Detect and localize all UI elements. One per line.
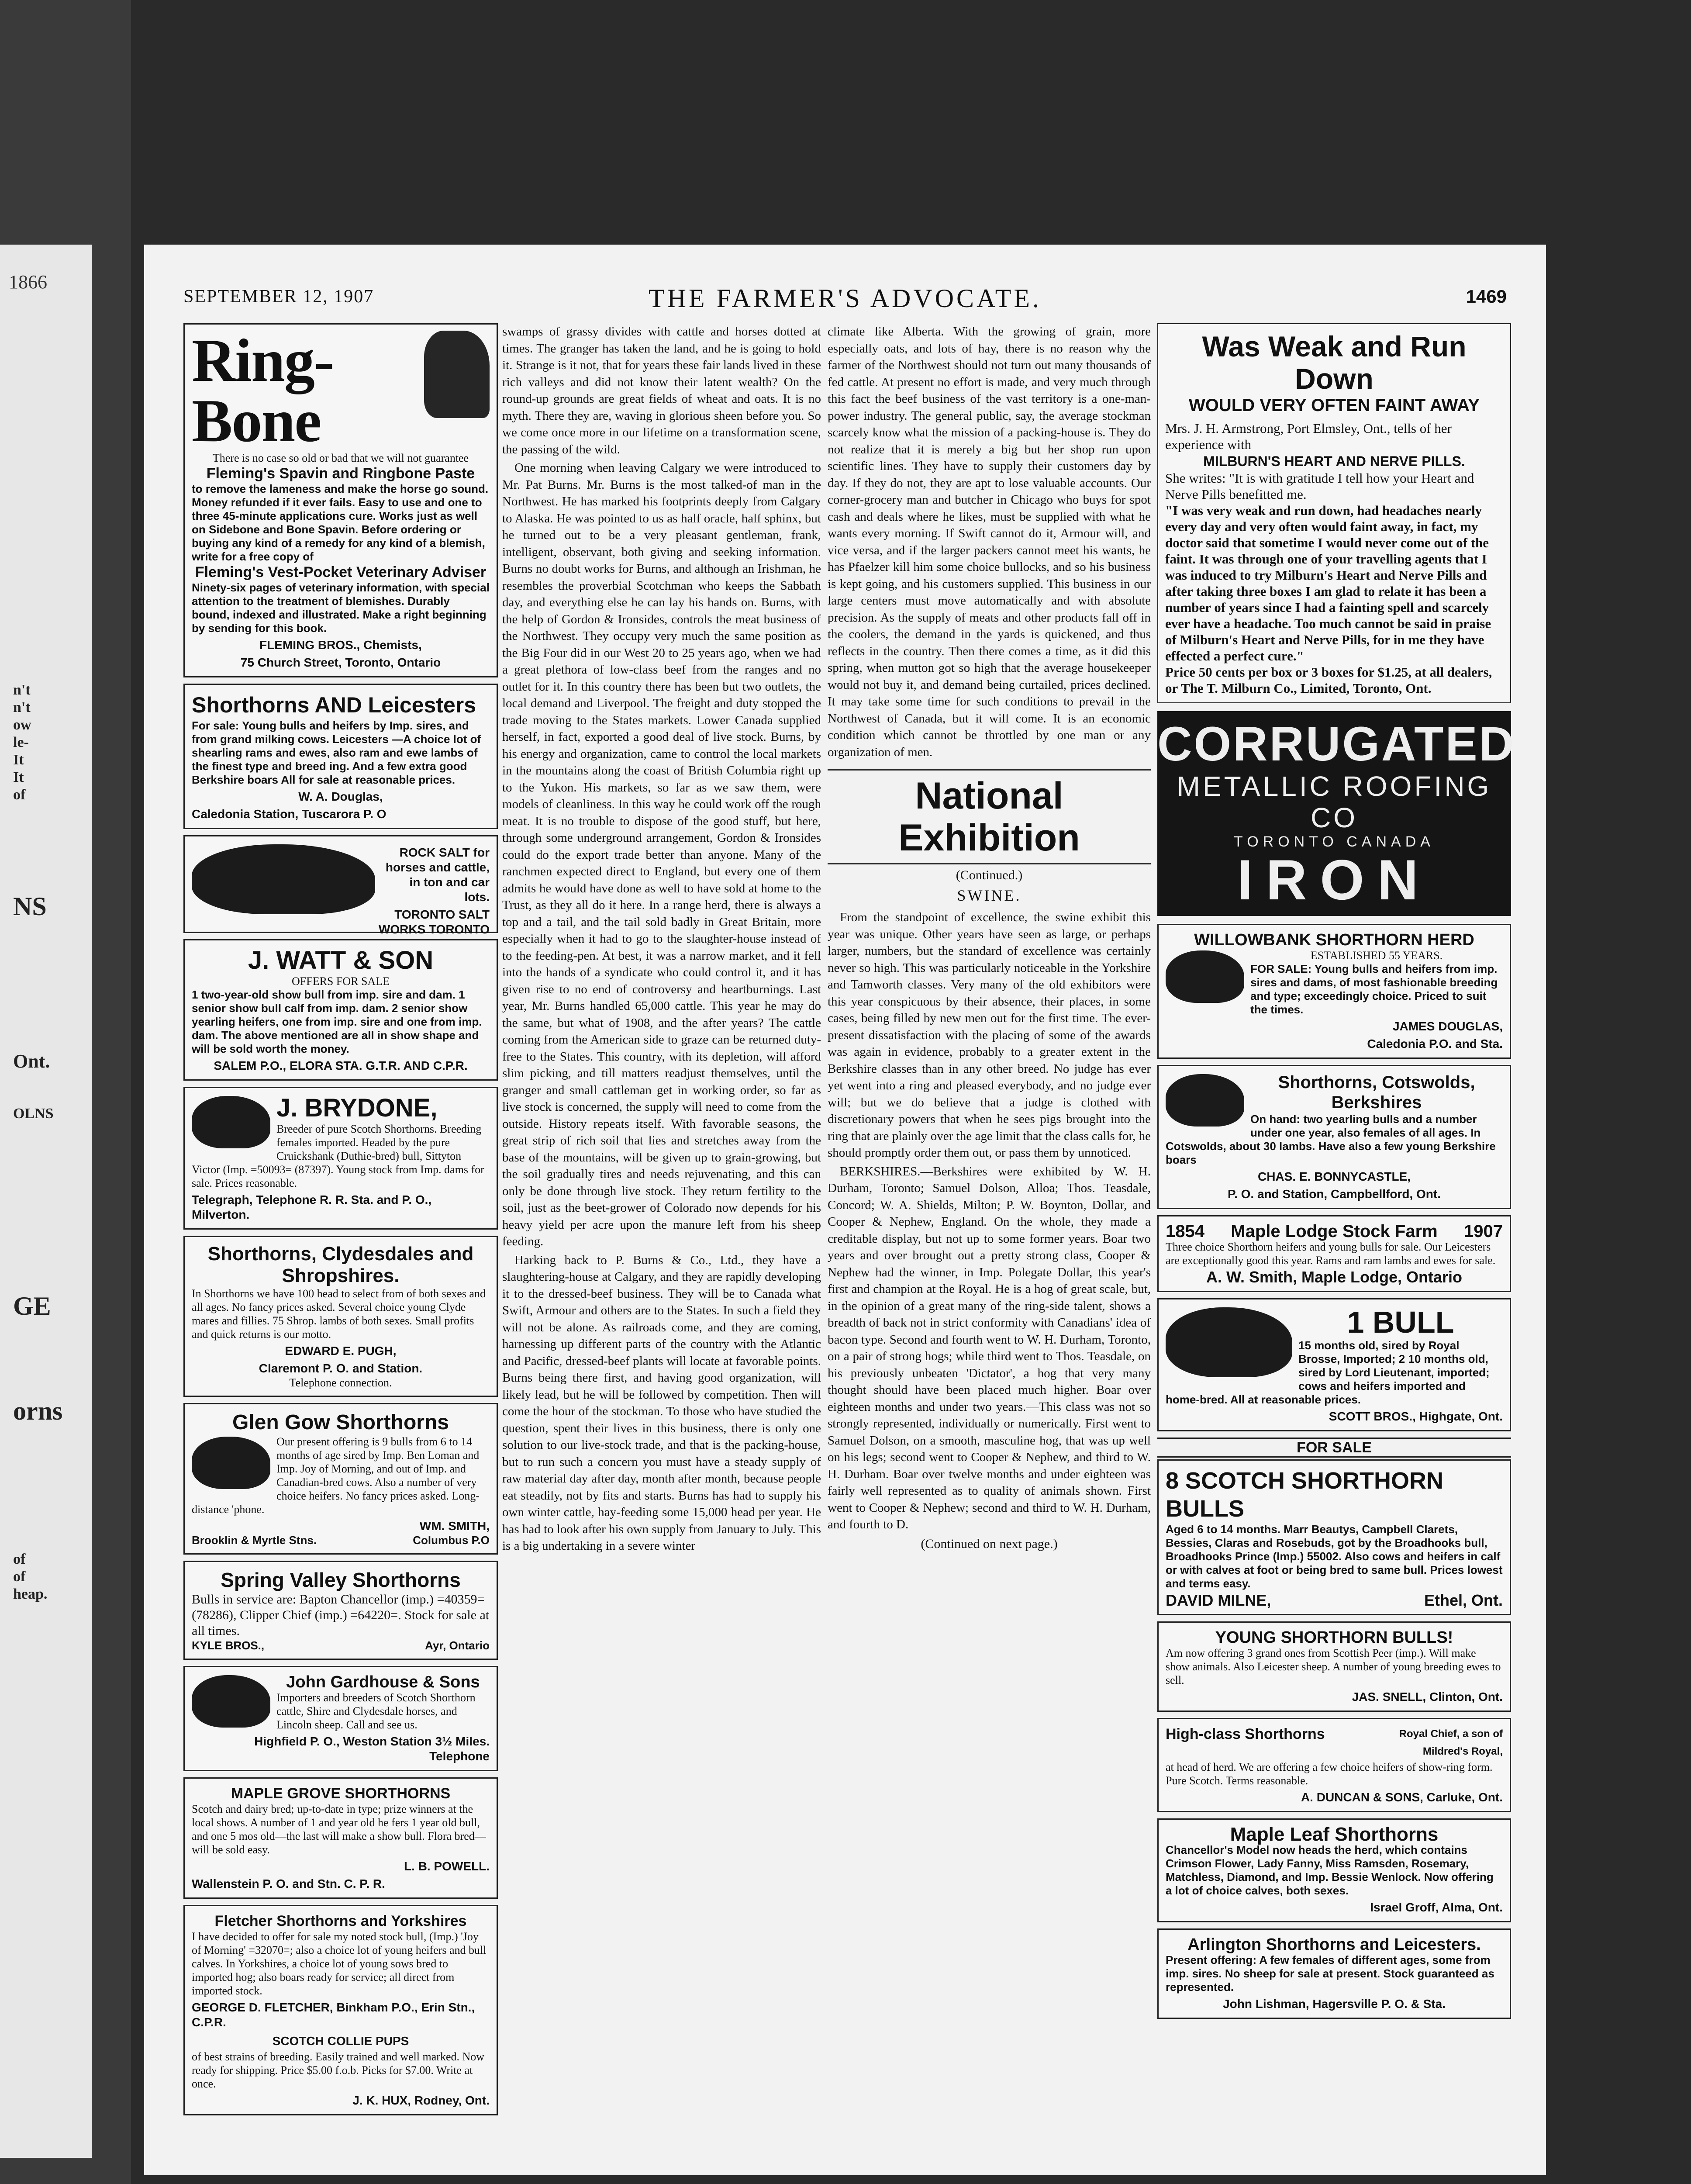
for-sale-banner: FOR SALE (1157, 1438, 1511, 1458)
ringbone-title: Ring- Bone (192, 327, 334, 455)
article-column-2: swamps of grassy divides with cattle and horses dotted at times. The granger has taken the land, and he is going to hold it. Strange is it not, that for years these fair lands lived in these rich valleys and did not know their latent wealth? On the round-up grounds are great fields of wheat and oats. It is no myth. There they are, waving in glorious sheen before you. So we come once more in our lifetime on a transformation scene, the passing of the wild. One morning when leaving Calgary we were introduced to Mr. Pat Burns. Mr. Burns is the most talked-of man in the Northwest. He has marked his footprints deeply from Calgary to Alaska. He was pointed to us as half oracle, half sphinx, but he turned out to be a very pleasant gentleman, frank, intelligent, observant, both giving and seeking information. Burns no doubt works for Burns, and although an Irishman, he resembles the proverbial Scotchman who keeps the Sabbath day, and everything else he can lay his hands on. Burns, with the help of Gordon & Ironsides, controls the meat business of the Northwest. They occupy very much the same position as the Big Four did in our West 20 to 25 years ago, when we had a great plethora of low-class beef from the ranges and no outlet for it. In this country there has been but two outlets, the local demand and Liverpool. The freight and duty stopped the trade moving to the States markets. Lower Canada supplied herself, in fact, exported a good deal of live stock. Burns, by his energy and organization, came to control the local markets in the mountains along the coast of British Columbia right up to the Yukon. His markets, so far as we saw them, were models of cleanliness. In this way he could work off the rough meat. It is no trouble to dispose of the good stuff, but here, through some underground arrangement, Gordon & Ironsides could do the export trade better than anyone. Many of the ranchmen expected direct to England, but every one of them admits he would have done as well to have sold at home to the Trust, as they all do it here. In a range herd, there is always a top and a tail, and the tail sold badly in Great Britain, more especially when it had to go to the slaughter-house instead of to the feeding-pen. At best, it was a narrow market, and it fell into the hands of a syndicate who could control it, and it has given rise to no end of controversy and heartburnings. Last year, Mr. Burns handled 65,000 cattle. This year he may do the same, but what of 1908, and the after years? The cattle coming from the American side to graze can be returned duty-free to the States. This country, with its depletion, will afford slim picking, and till matters readjust themselves, until the granger and small cattleman get in working order, so far as live stock is concerned, the supply will need to come from the outside. History repeats itself. With favorable seasons, the great strip of rich soil that lies and stretches away from the base of the mountains, will be given up to grain-growing, but the soil gradually tires and needs rejuvenating, and this can only be done through live stock. They return fertility to the soil, just as the beet-grower of Colorado now depends for his heavy yield per acre upon the manure left from his sheep feeding. Harking back to P. Burns & Co., Ltd., they have a slaughtering-house at Calgary, and they are rapidly developing it to the dressed-beef business. They will be to Canada what Swift, Armour and others are to the States. In such a field they will not be alone. As railroads come, and they are coming, harnessing up different parts of the country with the Atlantic and Pacific, dressed-beef plants will locate at favorable points. Burns being there first, and having good organization, will likely lead, but he will be followed by competition. Then will come the hour of the stockman. To those who have studied the question, spent their lives in this business, there is only one solution to our live-stock trade, and that is the packing-house, but to run such a concern you must have a steady supply of raw material day after day, month after month, because people eat steadily, not by fits and starts. Burns has had to supply his own winter cattle, hay-feeding some 15,000 head per year. He has had to look after his own supply from January to July. This is a big undertaking in a severe winter (502, 325, 821, 1553)
one-bull-ad: 1 BULL 15 months old, sired by Royal Brosse, Imported; 2 10 months old, sired by Lord Lieutenant, imported; cows and heifers imported and home-bred. All at reasonable prices. SCOTT BROS., Highgate, Ont. (1157, 1298, 1511, 1431)
column-advertisements-left (183, 323, 498, 2122)
article-title: National Exhibition (828, 769, 1151, 864)
maple-lodge-ad: 1854 Maple Lodge Stock Farm 1907 Three choice Shorthorn heifers and young bulls for sale. Our Leicesters are exceptionally good this year. Rams and ram lambs and ewes for sale. A. W. Smith, Maple Lodge, Ontario (1157, 1215, 1511, 1292)
section-heading: SWINE. (957, 887, 1022, 904)
brydone-ad: J. BRYDONE, Breeder of pure Scotch Shorthorns. Breeding females imported. Headed by the pure Cruickshank (Duthie-bred) bull, Sittyton Victor (Imp. =50093= (87397). Young stock from Imp. dams for sale. Prices reasonable. Telegraph, Telephone R. R. Sta. and P. O., Milverton. (183, 1087, 498, 1230)
horse-hoof-illustration (424, 331, 490, 418)
rock-salt-ad: ROCK SALT for horses and cattle, in ton and car lots. TORONTO SALT WORKS TORONTO (183, 835, 498, 933)
fletcher-ad: Fletcher Shorthorns and Yorkshires I have decided to offer for sale my noted stock bull, (Imp.) 'Joy of Morning' =32070=; also a choice lot of young heifers and bull calves. In Yorkshires, a choice lot of young sows bred to imported hog; also boars ready for service; all direct from imported stock. GEORGE D. FLETCHER, Binkham P.O., Erin Stn., C.P.R. SCOTCH COLLIE PUPS of best strains of breeding. Easily trained and well marked. Now ready for shipping. Price $5.00 f.o.b. Picks for $7.00. Write at once. J. K. HUX, Rodney, Ont. (183, 1905, 498, 2115)
maple-grove-ad: MAPLE GROVE SHORTHORNS Scotch and dairy bred; up-to-date in type; prize winners at the local shows. A number of 1 and year old he fers 1 year old bull, and one 5 mos old—the last will make a show bull. Flora bred—will be sold easy. L. B. POWELL. Wallenstein P. O. and Stn. C. P. R. (183, 1777, 498, 1899)
spring-valley-ad: Spring Valley Shorthorns Bulls in service are: Bapton Chancellor (imp.) =40359= (78286), Clipper Chief (imp.) =64220=. Stock for sale at all times. KYLE BROS., Ayr, Ontario (183, 1561, 498, 1660)
milburn-ad: Was Weak and Run Down WOULD VERY OFTEN FAINT AWAY Mrs. J. H. Armstrong, Port Elmsley, Ont., tells of her experience with MILBURN'S HEART AND NERVE PILLS. She writes: "It is with gratitude I tell how your Heart and Nerve Pills benefitted me. "I was very weak and run down, had headaches nearly every day and very often would faint away, in fact, my doctor said that sometime I would never come out of the faint. It was through one of your travelling agents that I was induced to try Milburn's Heart and Nerve Pills and after taking three boxes I am glad to relate it has been a number of years since I had a fainting spell and scarcely ever have a headache. Too much cannot be said in praise of Milburn's Heart and Nerve Pills, for in me they have effected a perfect cure." Price 50 cents per box or 3 boxes for $1.25, at all dealers, or The T. Milburn Co., Limited, Toronto, Ont. (1157, 323, 1511, 703)
bull-illustration (192, 1675, 270, 1728)
bull-illustration (192, 1437, 270, 1489)
glengow-ad: Glen Gow Shorthorns Our present offering is 9 bulls from 6 to 14 months of age sired by Imp. Ben Loman and Imp. Joy of Morning, and out of Imp. and Canadian-bred cows. Also a number of very choice heifers. No fancy prices asked. Long-distance 'phone. WM. SMITH, Brooklin & Myrtle Stns. Columbus P.O (183, 1403, 498, 1555)
high-class-ad: High-class Shorthorns Royal Chief, a son of Mildred's Royal, at head of herd. We are offering a few choice heifers of show-ring form. Pure Scotch. Terms reasonable. A. DUNCAN & SONS, Carluke, Ont. (1157, 1718, 1511, 1812)
eight-bulls-ad: 8 SCOTCH SHORTHORN BULLS Aged 6 to 14 months. Marr Beautys, Campbell Clarets, Bessies, Claras and Rosebuds, got by the Broadhooks bull, Broadhooks Prince (Imp.) 55002. Also cows and heifers in calf or with calves at foot or being bred to same bull. Prices lowest and terms easy. DAVID MILNE, Ethel, Ont. (1157, 1459, 1511, 1615)
previous-page-edge (0, 245, 92, 2158)
bonnycastle-ad: Shorthorns, Cotswolds, Berkshires On hand: two yearling bulls and a number under one year, also females of all ages. In Cotswolds, about 30 lambs. Have also a few young Berkshire boars CHAS. E. BONNYCASTLE, P. O. and Station, Campbellford, Ont. (1157, 1065, 1511, 1209)
column-advertisements-right (1157, 323, 1516, 2025)
gardhouse-ad: John Gardhouse & Sons Importers and breeders of Scotch Shorthorn cattle, Shire and Clydesdale horses, and Lincoln sheep. Call and see us. Highfield P. O., Weston Station 3½ Miles. Telephone (183, 1666, 498, 1771)
page-header (183, 286, 1507, 317)
cattle-illustration (192, 844, 375, 914)
arlington-ad: Arlington Shorthorns and Leicesters. Present offering: A few females of different ages, some from imp. sires. No sheep for sale at present. Stock guaranteed as represented. John Lishman, Hagersville P. O. & Sta. (1157, 1928, 1511, 2019)
previous-page-number: 1866 (9, 271, 47, 293)
bull-illustration (1166, 1074, 1244, 1127)
watt-ad: J. WATT & SON OFFERS FOR SALE 1 two-year-old show bull from imp. sire and dam. 1 senior show bull calf from imp. dam. 2 senior show yearling heifers, one from imp. sire and one from imp. dam. The above mentioned are all in show shape and will be sold worth the money. SALEM P.O., ELORA STA. G.T.R. AND C.P.R. (183, 939, 498, 1081)
ringbone-ad: Ring- Bone There is no case so old or bad that we will not guarantee Fleming's Spavin and Ringbone Paste to remove the lameness and make the horse go sound. Money refunded if it ever fails. Easy to use and one to three 45-minute applications cure. Works just as well on Sidebone and Bone Spavin. Before ordering or buying any kind of a remedy for any kind of a blemish, write for a free copy of Fleming's Vest-Pocket Veterinary Adviser Ninety-six pages of veterinary information, with special attention to the treatment of blemishes. Durably bound, indexed and illustrated. Make a right beginning by sending for this book. FLEMING BROS., Chemists, 75 Church Street, Toronto, Ontario (183, 323, 498, 677)
previous-page-fragments: n't n't ow le- It It of NS Ont. OLNS GE orns of of heap. (13, 682, 63, 1602)
young-bulls-ad: YOUNG SHORTHORN BULLS! Am now offering 3 grand ones from Scottish Peer (imp.). Will make show animals. Also Leicester sheep. A number of young breeding ewes to sell. JAS. SNELL, Clinton, Ont. (1157, 1621, 1511, 1712)
douglas-ad: Shorthorns AND Leicesters For sale: Young bulls and heifers by Imp. sires, and from grand milking cows. Leicesters —A choice lot of shearling rams and ewes, also ram and ewe lambs of the finest type and breed ing. And a few extra good Berkshire boars All for sale at reasonable prices. W. A. Douglas, Caledonia Station, Tuscarora P. O (183, 684, 498, 829)
article-column-3: climate like Alberta. With the growing of grain, more especially oats, and lots of hay, there is no reason why the farmer of the Northwest should not turn out many thousands of fed cattle. At present no effort is made, and very much through this fact the beef business of the vast territory is a one-man-power industry. The general public, say, the average stockman scarcely know what the mission of a packing-house is. They do not realize that it is merely a big but her shop run upon scientific lines. They have to supply their customers day by day. If they do not, they are apt to lose valuable accounts. Our corner-grocery man and butcher in Chicago who buys for spot cash and deals where he likes, must be supplied with what he wants every morning. If Swift cannot do it, Armour will, and vice versa, and if the larger packers cannot meet his wants, he has Pfaelzer kill him some choice bullocks, and so his business is kept going, and his customers supplied. This business in our large centers must move automatically and with absolute precision. As the supply of meats and other products fall off in the coolers, the demand in the yards is quickened, and thus reflects in the country. Then there comes a time, as it did this spring, when mutton got so high that the average housekeeper would not buy it, and demand being curtailed, prices declined. It may take some time for such conditions to prevail in the Northwest of Canada, but it will come. It is an economic condition which cannot be throttled by one man or any organization of men. National Exhibition (Continued.) SWINE. From the standpoint of excellence, the swine exhibit this year was unique. Other years have seen as large, or perhaps larger, numbers, but the standard of excellence was certainly never so high. This was particularly noticeable in the Yorkshire and Tamworth classes. Very many of the old exhibitors were this year conspicuous by their absence, their places, in some cases, being filled by new men out for the first time. The ever-present dissatisfaction with the placing of some of the awards was again in evidence, probably to a greater extent in the Berkshire classes than in any other breed. No judge has ever yet went into a ring and pleased everybody, and no judge ever will; but we do believe that a judge is clothed with discretionary powers that when he sees pigs brought into the ring that are plainly over the age limit that the class calls for, he should promptly order them out, or pass them by unnoticed. BERKSHIRES.—Berkshires were exhibited by W. H. Durham, Toronto; Samuel Dolson, Alloa; Thos. Teasdale, Concord; W. A. Shields, Milton; P. W. Boynton, Dollar, and Cooper & Nephew, England. On the whole, they made a creditable display, but not up to some former years. Boar two years and over brought out a pretty strong class, Cooper & Nephew had the winner, in Imp. Polegate Dollar, this year's first and champion at the Royal. He is a hog of great scale, but, in the opinion of a great many of the ring-side talent, shows a breadth of back not in strict conformity with Canadians' idea of bacon type. Second and fourth went to W. H. Durham, Toronto, on a pair of strong hogs; while third went to Thos. Teasdale, on his previously unbeaten 'Dictator', a hog that very many thought should have been placed much higher. Boar over eighteen months and under two years.—This class was not so strongly represented, individually or numerically. First went to Samuel Dolson, on a smooth, masculine hog, that was up well on his legs; second went to Cooper & Nephew, and third to W. H. Durham. Boar over twelve months and under eighteen was fairly well represented as to quality of animals shown. First went to Cooper & Nephew; second and third to W. H. Durham, and fourth to D. (Continued on next page.) (828, 325, 1151, 1551)
bull-illustration (1166, 1307, 1292, 1377)
bull-illustration (1166, 950, 1244, 1003)
page-number: 1469 (1466, 286, 1507, 307)
bull-illustration (192, 1096, 270, 1148)
masthead-title: THE FARMER'S ADVOCATE. (648, 284, 1042, 313)
corrugated-iron-ad: CORRUGATED METALLIC ROOFING CO TORONTO CANADA IRON (1157, 711, 1511, 916)
willowbank-ad: WILLOWBANK SHORTHORN HERD ESTABLISHED 55 YEARS. FOR SALE: Young bulls and heifers from imp. sires and dams, of most fashionable breeding and type; exceedingly choice. Priced to suit the times. JAMES DOUGLAS, Caledonia P.O. and Sta. (1157, 924, 1511, 1059)
maple-leaf-ad: Maple Leaf Shorthorns Chancellor's Model now heads the herd, which contains Crimson Flower, Lady Fanny, Miss Ramsden, Rosemary, Matchless, Diamond, and Imp. Bessie Wenlock. Now offering a lot of choice calves, both sexes. Israel Groff, Alma, Ont. (1157, 1818, 1511, 1922)
newspaper-page (144, 245, 1546, 2175)
issue-date: SEPTEMBER 12, 1907 (183, 287, 374, 307)
pugh-ad: Shorthorns, Clydesdales and Shropshires. In Shorthorns we have 100 head to select from of both sexes and all ages. No fancy prices asked. Several choice young Clyde mares and fillies. 75 Shrop. lambs of both sexes. Small profits and quick returns is our motto. EDWARD E. PUGH, Claremont P. O. and Station. Telephone connection. (183, 1236, 498, 1397)
